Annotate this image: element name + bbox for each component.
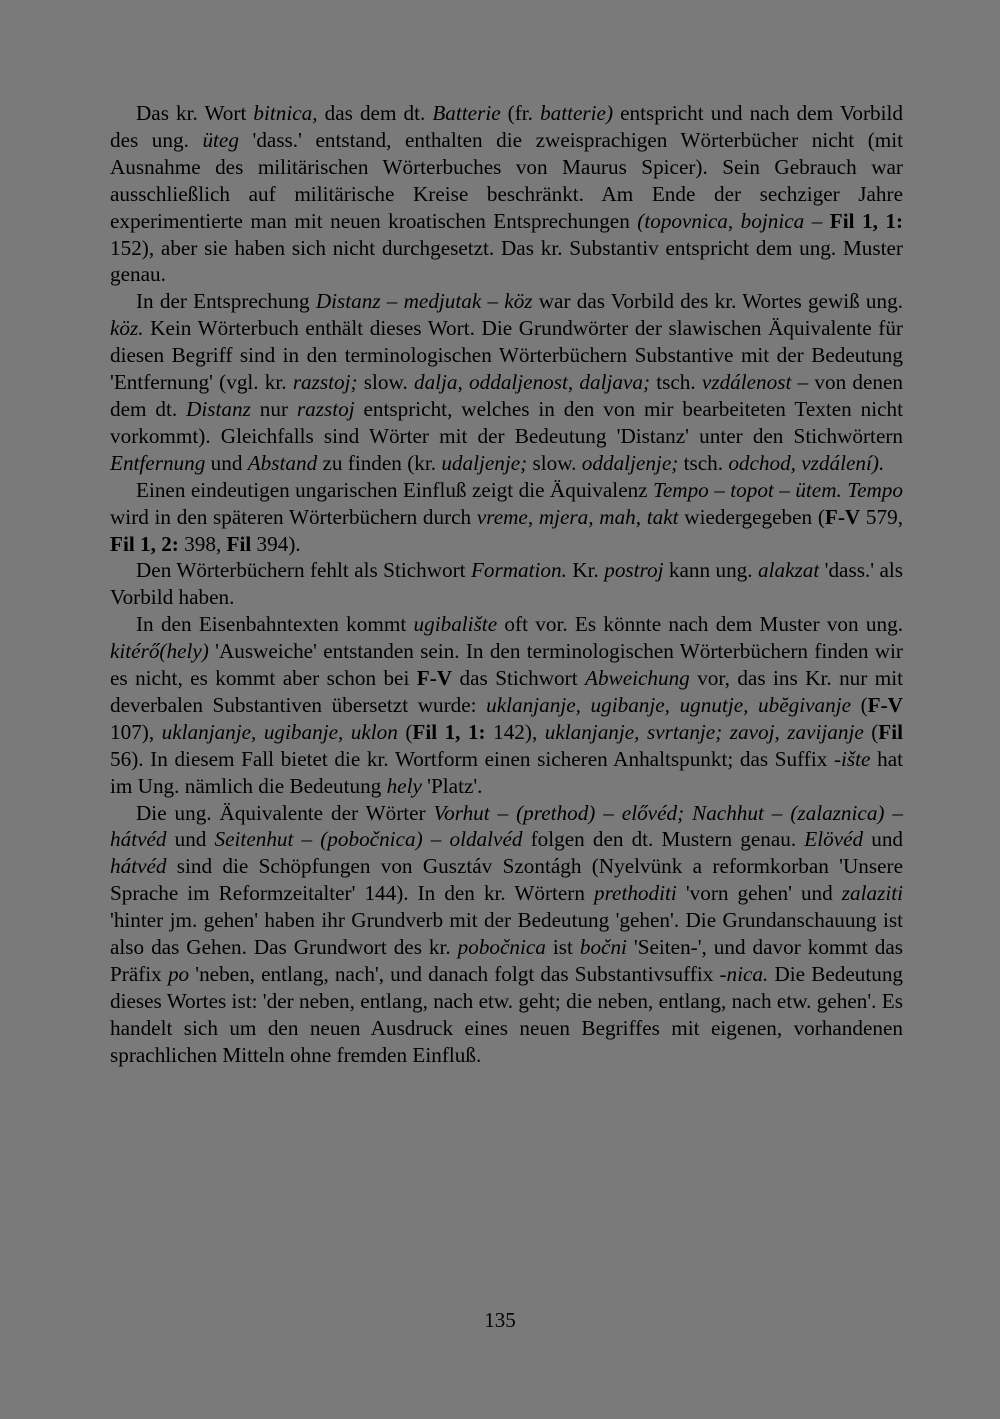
text-run: ( — [863, 719, 879, 744]
text-run: vreme, mjera, mah, takt — [476, 504, 679, 529]
text-run: 'hinter jm. gehen' haben ihr Grundverb mit der Bedeutung 'gehen'. Die Grundanschauung ist also das Gehen. Das Grundwort des kr. — [110, 908, 903, 960]
text-run: und — [863, 827, 904, 852]
text-run: tsch. — [650, 370, 702, 395]
text-run: Kein Wörterbuch enthält dieses Wort. Die Grundwörter der slawischen Äquivalente für diesen Begriff sind in den terminologischen Wörterbüchern Substantive mit der Bedeutung 'Entfernung' (vgl. kr. — [110, 316, 903, 395]
text-run: entspricht und nach dem Vorbild des ung. — [110, 101, 903, 152]
paragraph-ugibaliste — [110, 611, 903, 799]
text-run: oddaljenje; — [581, 450, 679, 475]
text-run: alakzat — [758, 558, 820, 583]
text-run: Distanz — [186, 396, 251, 421]
text-run: 'dass.' entstand, enthalten die zweisprachigen Wörterbücher nicht (mit Ausnahme des militärischen Wörterbuches von Maurus Spicer). Sein Gebrauch war ausschließlich auf militärische Kreise beschränkt. Am Ende der sechziger Jahre experimentierte man mit neuen kroatischen Entsprechungen — [110, 127, 903, 233]
text-run: Kr. — [566, 558, 605, 583]
paragraph-batterie — [110, 100, 903, 288]
text-run: po — [167, 962, 190, 986]
text-run: uklanjanje, svrtanje; zavoj, zavijanje — [544, 719, 864, 744]
text-run: das dem dt. — [317, 101, 433, 125]
text-run: F-V — [824, 504, 861, 529]
text-run: vzdálenost — [701, 370, 792, 395]
text-run: 'neben, entlang, nach', und danach folgt das Substantivsuffix — [189, 962, 720, 986]
text-run: ugibalište — [413, 612, 498, 637]
text-run: odchod, vzdálení). — [728, 450, 885, 475]
text-run: Seitenhut – (pobočnica) – oldalvéd — [214, 827, 523, 852]
text-run: pobočnica — [457, 935, 546, 960]
body-text — [110, 100, 903, 1069]
text-run: -nica. — [719, 962, 769, 986]
text-run: In den Eisenbahntexten kommt — [136, 612, 414, 637]
text-run: Distanz – medjutak – köz — [315, 289, 533, 314]
text-run: dalja, oddaljenost, daljava; — [413, 370, 651, 395]
paragraph-vorhut — [110, 800, 903, 1069]
text-run: 398, — [178, 531, 227, 556]
paragraph-distanz — [110, 288, 903, 476]
text-run: slow. — [527, 450, 582, 475]
text-run: Fil 1, 2: — [110, 531, 179, 556]
text-run: prethoditi — [594, 881, 677, 906]
text-run: vor, das ins Kr. nur mit deverbalen Substantiven übersetzt wurde: — [110, 666, 903, 717]
text-run: zalaziti — [841, 881, 904, 906]
text-run: Das kr. Wort — [136, 101, 254, 125]
text-run: uklanjanje, ugibanje, ugnutje, ubĕgivanje — [486, 692, 851, 717]
text-run: bitnica, — [253, 101, 318, 125]
text-run: In der Entsprechung — [136, 289, 316, 314]
paragraph-formation — [110, 557, 903, 611]
text-run: 142), — [485, 719, 545, 744]
text-run: Fil — [226, 531, 252, 556]
text-run: (topovnica, bojnica — [637, 208, 805, 233]
text-run: Fil 1, 1: — [829, 208, 904, 233]
text-run: Vorhut – (prethod) – elővéd; Nachhut – (zalaznica) – hátvéd — [110, 800, 903, 852]
text-run: 'vorn gehen' und — [676, 881, 842, 906]
text-run: 'Seiten-', und davor kommt das Präfix — [110, 935, 903, 986]
text-run: entspricht, welches in den von mir bearbeiteten Texten nicht vorkommt). Gleichfalls sind Wörter mit der Bedeutung 'Distanz' unter den Stichwörtern — [110, 396, 903, 448]
text-run: wird in den späteren Wörterbüchern durch — [110, 504, 477, 529]
text-run: 'Platz'. — [421, 773, 483, 798]
text-run: F-V — [867, 692, 903, 717]
text-run: (fr. — [500, 101, 541, 125]
text-run: hátvéd — [110, 854, 167, 879]
text-run: ( — [851, 692, 868, 717]
text-run: Die Bedeutung dieses Wortes ist: 'der neben, entlang, nach etw. geht; die neben, entlang, nach etw. gehen'. Es handelt sich um den neuen Ausdruck eines neuen Begriffes mit eigenen, vorhandenen sprachlichen Mitteln ohne fremden Einfluß. — [110, 962, 904, 1067]
text-run: Abweichung — [585, 666, 690, 691]
text-run: Einen eindeutigen ungarischen Einfluß zeigt die Äquivalenz — [136, 477, 654, 502]
text-run: Tempo — [847, 477, 903, 502]
paragraph-tempo — [110, 477, 903, 558]
text-run: razstoj; — [292, 370, 358, 395]
text-run: Den Wörterbüchern fehlt als Stichwort — [136, 558, 471, 583]
text-run: 394). — [251, 531, 301, 556]
text-run: 'Ausweiche' entstanden sein. In den terminologischen Wörterbüchern finden wir es nicht, es kommt aber schon bei — [110, 639, 903, 691]
text-run: wiedergegeben ( — [678, 504, 825, 529]
text-run: Batterie — [432, 101, 501, 125]
text-run: razstoj — [296, 396, 355, 421]
text-run: kann ung. — [663, 558, 758, 583]
text-run: bočni — [579, 935, 627, 960]
text-run: slow. — [357, 370, 414, 395]
text-run: tsch. — [678, 450, 729, 475]
text-run: zu finden (kr. — [317, 450, 442, 475]
text-run: Tempo – topot – ütem. — [653, 477, 842, 502]
text-run: Fil — [878, 719, 904, 744]
text-run: batterie) — [540, 101, 614, 125]
text-run: Fil 1, 1: — [412, 719, 486, 744]
text-run: – von denen dem dt. — [110, 370, 903, 421]
text-run: hely — [386, 773, 422, 798]
text-run: sind die Schöpfungen von Gusztáv Szontágh (Nyelvünk a reformkorban 'Unsere Sprache im Reformzeitalter' 144). In den kr. Wörtern — [110, 854, 903, 906]
text-run: postroj — [604, 558, 664, 583]
text-run: 107), — [110, 719, 162, 744]
text-run: hat im Ung. nämlich die Bedeutung — [110, 746, 903, 798]
text-run: folgen den dt. Mustern genau. — [522, 827, 805, 852]
text-run: das Stichwort — [452, 666, 586, 691]
text-run: Elövéd — [804, 827, 864, 852]
text-run: ist — [545, 935, 580, 960]
text-run: und — [205, 450, 248, 475]
text-run: uklanjanje, ugibanje, uklon — [161, 719, 398, 744]
text-run: 579, — [860, 504, 904, 529]
text-run: Formation. — [470, 558, 567, 583]
text-run: – — [804, 208, 830, 233]
text-run: Abstand — [247, 450, 318, 475]
text-run: kitérő(hely) — [110, 639, 209, 664]
text-run: ( — [397, 719, 413, 744]
text-run: und — [166, 827, 215, 852]
text-run: nur — [250, 396, 297, 421]
text-run: Entfernung — [110, 450, 206, 475]
text-run: Die ung. Äquivalente der Wörter — [136, 800, 434, 825]
text-run: oft vor. Es könnte nach dem Muster von ung. — [497, 612, 903, 637]
page-number: 135 — [484, 1308, 516, 1332]
text-run: -ište — [833, 746, 871, 771]
text-run: 'dass.' als Vorbild haben. — [110, 558, 904, 610]
text-run: köz. — [110, 316, 144, 341]
text-run: 56). In diesem Fall bietet die kr. Wortform einen sicheren Anhaltspunkt; das Suffix — [110, 746, 834, 771]
text-run: üteg — [202, 127, 239, 152]
text-run: 152), aber sie haben sich nicht durchgesetzt. Das kr. Substantiv entspricht dem ung. Muster genau. — [110, 235, 903, 287]
text-run: war das Vorbild des kr. Wortes gewiß ung. — [532, 289, 904, 314]
text-run: udaljenje; — [441, 450, 528, 475]
text-run: F-V — [416, 666, 453, 691]
